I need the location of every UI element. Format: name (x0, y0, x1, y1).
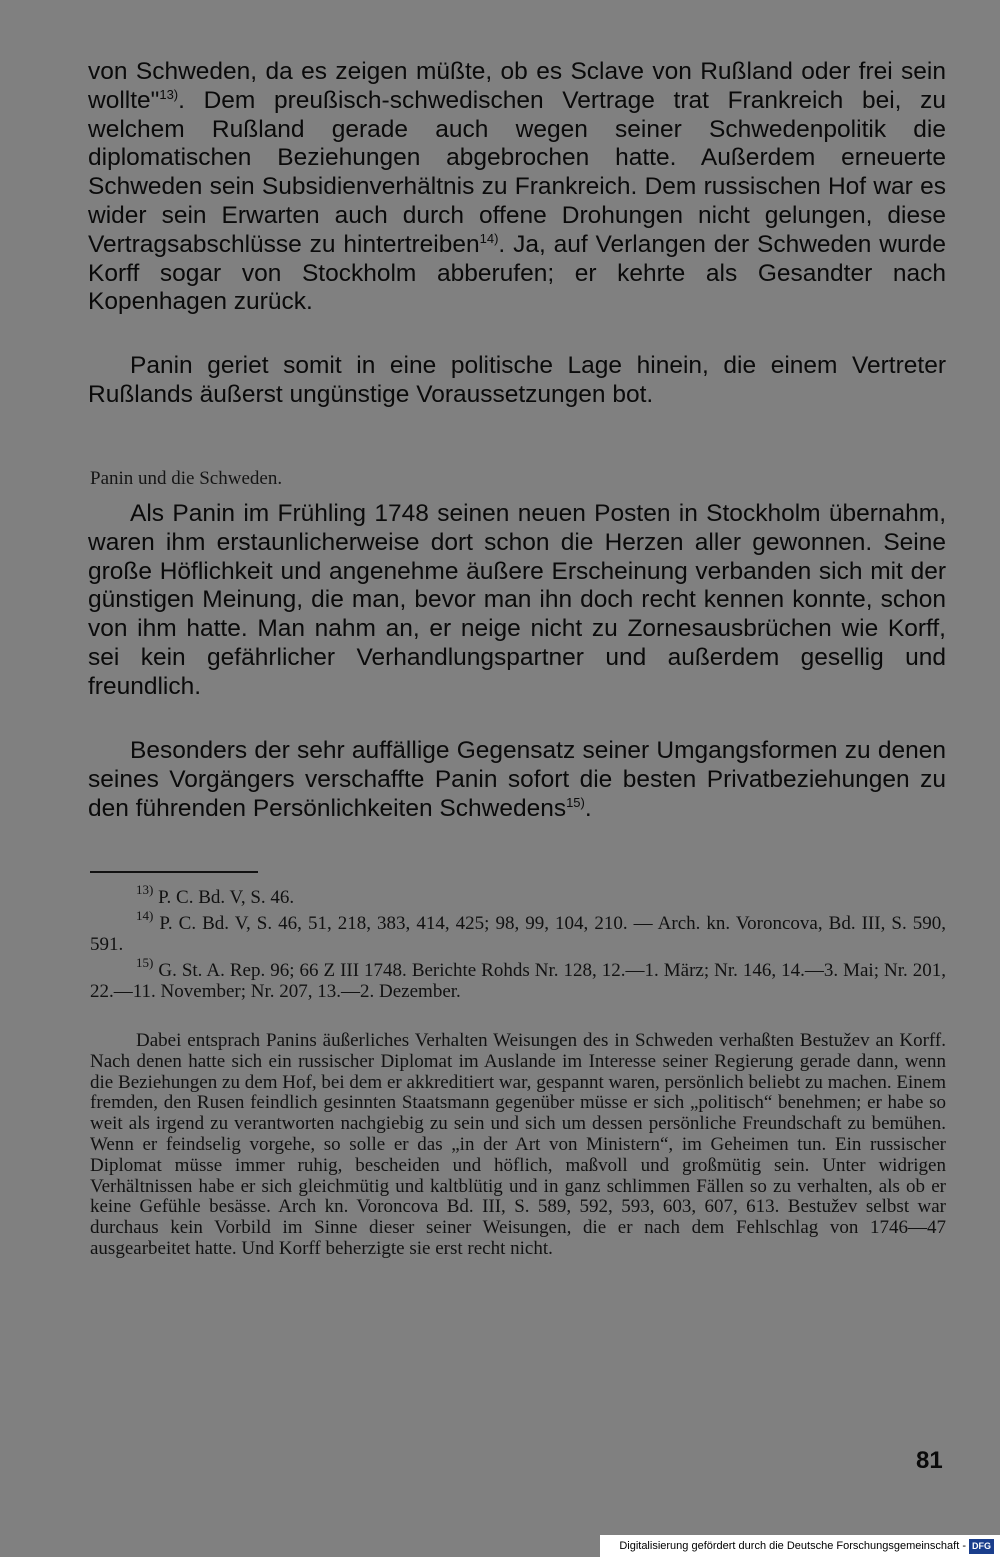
footnote-text: G. St. A. Rep. 96; 66 Z III 1748. Berichte Rohds Nr. 128, 12.—1. März; Nr. 146, 14.—3. Mai; Nr. 201, 22.—11. November; Nr. 207, 13.—2. Dezember. (90, 960, 946, 1002)
footnote-ref-14[interactable]: 14) (479, 230, 499, 246)
section-heading: Panin und die Schweden. (90, 468, 283, 489)
footnote-mark: 15) (136, 955, 154, 970)
dfg-logo-icon[interactable]: DFG (969, 1539, 994, 1554)
body-paragraph-1 (88, 58, 946, 317)
footnote-text: P. C. Bd. V, S. 46, 51, 218, 383, 414, 425; 98, 99, 104, 210. — Arch. kn. Voroncova, Bd. III, S. 590, 591. (90, 913, 946, 955)
body-paragraph-4 (88, 737, 946, 823)
paragraph-text: . Ja, auf Verlangen der Schweden wurde Korff sogar von Stockholm abberufen; er kehrte als Gesandter nach Kopenhagen zurück. (88, 230, 946, 316)
body-paragraph-2: Panin geriet somit in eine politische Lage hinein, die einem Vertreter Rußlands äußerst ungünstige Voraussetzungen bot. (88, 352, 946, 408)
footnote-14 (90, 908, 946, 956)
footnote-13 (90, 882, 946, 909)
footnote-mark: 13) (136, 882, 154, 897)
footnote-ref-15[interactable]: 15) (566, 794, 585, 810)
digitization-footer (600, 1535, 1000, 1557)
paragraph-text: von Schweden, da es zeigen müßte, ob es Sclave von Rußland oder frei sein wollte" (88, 58, 946, 114)
footer-credit: Digitalisierung gefördert durch die Deutsche Forschungsgemeinschaft - (619, 1540, 966, 1552)
page-number: 81 (916, 1447, 943, 1474)
footnote-15 (90, 955, 946, 1003)
footnote-mark: 14) (136, 908, 154, 923)
paragraph-text: . (584, 794, 592, 822)
footnote-text: P. C. Bd. V, S. 46. (153, 887, 295, 908)
footnote-continuation: Dabei entsprach Panins äußerliches Verhalten Weisungen des in Schweden verhaßten Bestužev an Korff. Nach denen hatte sich ein russischer Diplomat im Auslande im Interesse seiner Regierung gerade dann, wenn die Beziehungen zu dem Hof, bei dem er akkreditiert war, gespannt waren, persönlich beliebt zu machen. Einem fremden, den Rusen feindlich gesinnten Staatsmann gegenüber müsse er sich „politisch“ benehmen; er habe so weit als irgend zu verantworten nachgiebig zu sein und sich um dessen persönliche Freundschaft zu bemühen. Wenn er feindselig vorgehe, so solle er das „in der Art von Ministern“, im Geheimen tun. Ein russischer Diplomat müsse immer ruhig, bescheiden und höflich, maßvoll und großmütig sein. Unter widrigen Verhältnissen habe er sich gleichmütig und kaltblütig und in ganz schlimmen Fällen so zu verhalten, als ob er keine Gefühle besässe. Arch kn. Voroncova Bd. III, S. 589, 592, 593, 603, 607, 613. Bestužev selbst war durchaus kein Vorbild im Sinne dieser seiner Weisungen, die er nach dem Fehlschlag von 1746—47 ausgearbeitet hatte. Und Korff beherzigte sie erst recht nicht. (90, 1030, 946, 1259)
footnote-ref-13[interactable]: 13) (159, 86, 179, 102)
paragraph-text: . Dem preußisch-schwedischen Vertrage trat Frankreich bei, zu welchem Rußland gerade auch wegen seiner Schwedenpolitik die diplomatischen Beziehungen abgebrochen hatte. Außerdem erneuerte Schweden sein Subsidienverhältnis zu Frankreich. Dem russischen Hof war es wider sein Erwarten auch durch offene Drohungen nicht gelungen, diese Vertragsabschlüsse zu hintertreiben (88, 86, 946, 258)
paragraph-text: Besonders der sehr auffällige Gegensatz seiner Umgangsformen zu denen seines Vorgängers verschaffte Panin sofort die besten Privatbeziehungen zu den führenden Persönlichkeiten Schwedens (88, 737, 946, 822)
footnote-divider (90, 871, 258, 873)
body-paragraph-3: Als Panin im Frühling 1748 seinen neuen Posten in Stockholm übernahm, waren ihm erstaunlicherweise dort schon die Herzen aller gewonnen. Seine große Höflichkeit und angenehme äußere Erscheinung verbanden sich mit der günstigen Meinung, die man, bevor man ihn doch recht kennen konnte, schon von ihm hatte. Man nahm an, er neige nicht zu Zornesausbrüchen wie Korff, sei kein gefährlicher Verhandlungspartner und außerdem gesellig und freundlich. (88, 500, 946, 700)
